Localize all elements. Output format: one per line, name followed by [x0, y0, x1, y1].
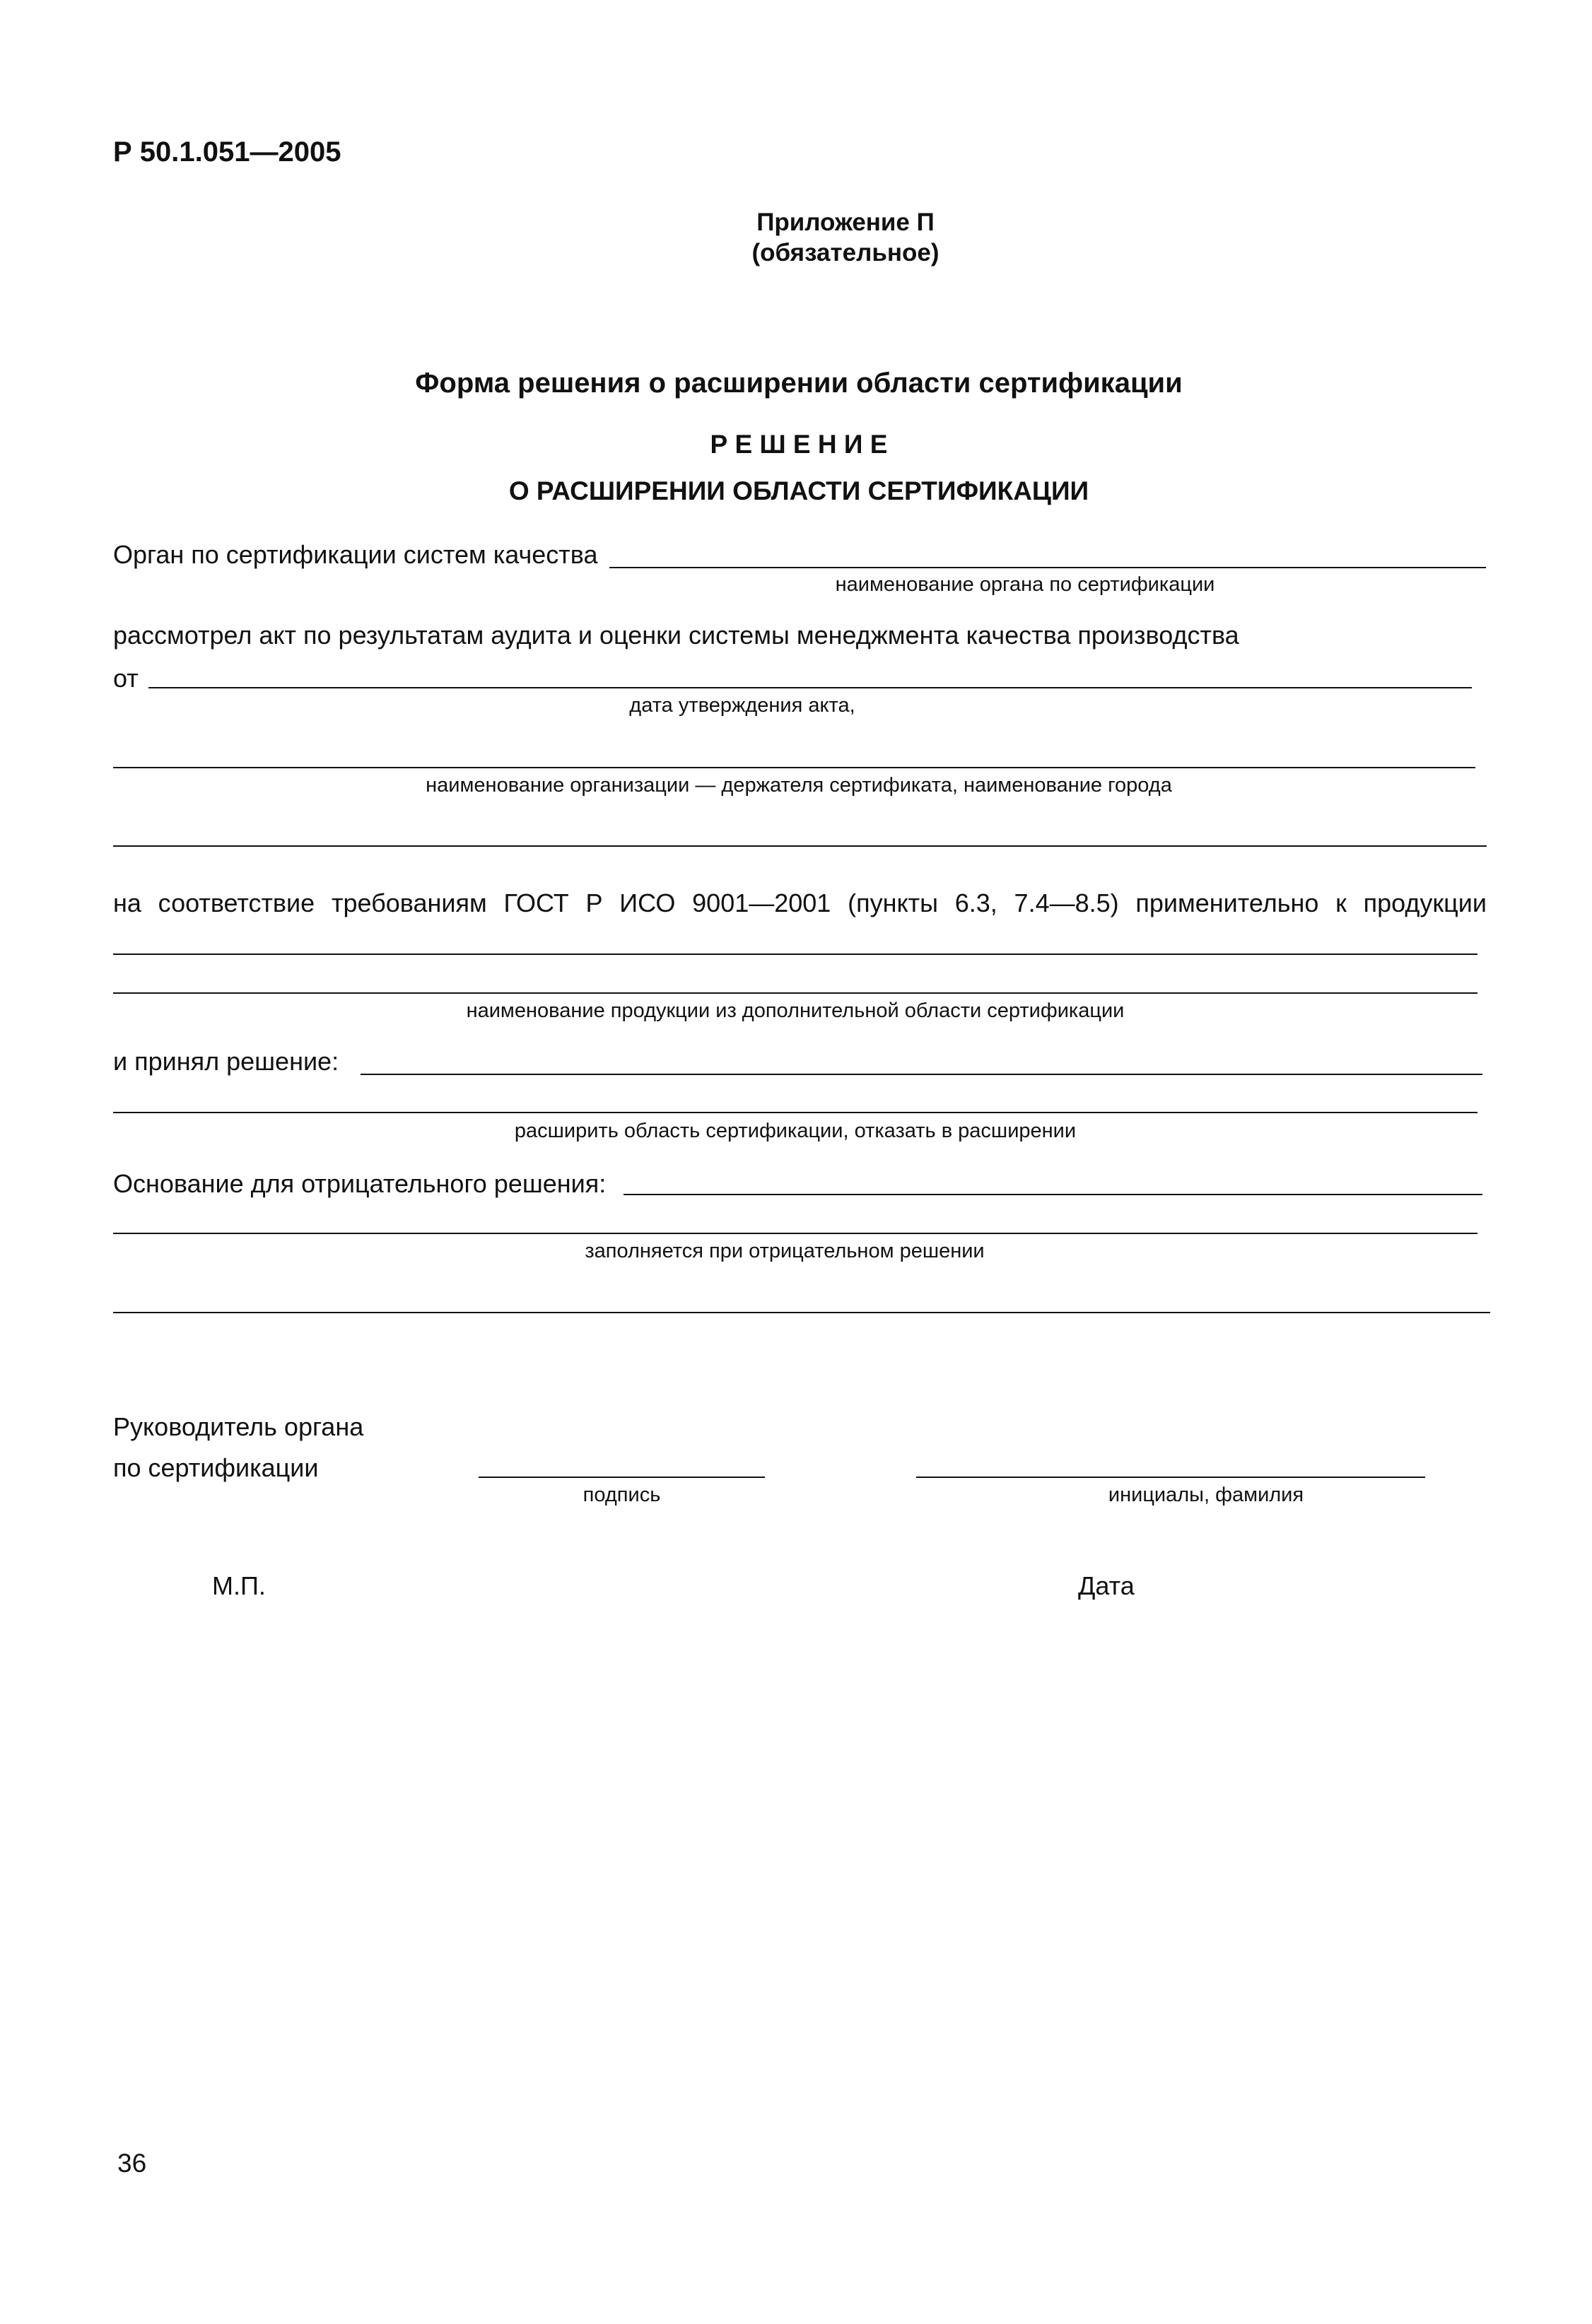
- grounds-field-continued[interactable]: [113, 1233, 1477, 1234]
- reviewed-act-text: рассмотрел акт по результатам аудита и оценки системы менеджмента качества производства: [113, 621, 1239, 650]
- name-hint: инициалы, фамилия: [1108, 1484, 1304, 1506]
- product-field-line1[interactable]: [113, 953, 1477, 955]
- appendix-status: (обязательное): [751, 239, 940, 266]
- head-of-body-label-line1: Руководитель органа: [113, 1412, 364, 1441]
- head-of-body-label-line2: по сертификации: [113, 1453, 319, 1482]
- from-label: от: [113, 664, 139, 693]
- decision-label: и принял решение:: [113, 1047, 339, 1076]
- organization-field[interactable]: [113, 767, 1475, 768]
- decision-hint: расширить область сертификации, отказать в расширении: [514, 1120, 1077, 1142]
- grounds-field-extra[interactable]: [113, 1312, 1490, 1313]
- certification-body-hint: наименование органа по сертификации: [835, 573, 1215, 596]
- organization-field-continued[interactable]: [113, 845, 1487, 847]
- product-field-line2[interactable]: [113, 992, 1477, 994]
- appendix-title: Приложение П: [756, 209, 935, 236]
- act-date-field[interactable]: [148, 687, 1472, 688]
- decision-field[interactable]: [361, 1074, 1482, 1075]
- form-title: Форма решения о расширении области сертификации: [415, 368, 1183, 399]
- stamp-label: М.П.: [212, 1571, 266, 1600]
- grounds-field[interactable]: [624, 1194, 1482, 1195]
- signature-hint: подпись: [583, 1484, 661, 1506]
- act-date-hint: дата утверждения акта,: [629, 694, 855, 717]
- certification-body-field[interactable]: [609, 567, 1486, 568]
- page-number: 36: [117, 2149, 147, 2178]
- product-hint: наименование продукции из дополнительной области сертификации: [466, 999, 1125, 1022]
- certification-body-label: Орган по сертификации систем качества: [113, 540, 598, 569]
- date-label: Дата: [1078, 1571, 1135, 1600]
- compliance-text: на соответствие требованиям ГОСТ Р ИСО 9001—2001 (пункты 6.3, 7.4—8.5) применительно к продукции: [113, 888, 1487, 917]
- decision-heading: Р Е Ш Е Н И Е: [710, 430, 888, 459]
- name-field[interactable]: [916, 1477, 1425, 1478]
- document-code: Р 50.1.051—2005: [113, 136, 341, 168]
- decision-subheading: О РАСШИРЕНИИ ОБЛАСТИ СЕРТИФИКАЦИИ: [508, 476, 1089, 505]
- organization-hint: наименование организации — держателя сертификата, наименование города: [426, 774, 1172, 797]
- decision-field-continued[interactable]: [113, 1112, 1477, 1113]
- grounds-hint: заполняется при отрицательном решении: [585, 1240, 985, 1262]
- signature-field[interactable]: [479, 1477, 765, 1478]
- grounds-label: Основание для отрицательного решения:: [113, 1169, 607, 1198]
